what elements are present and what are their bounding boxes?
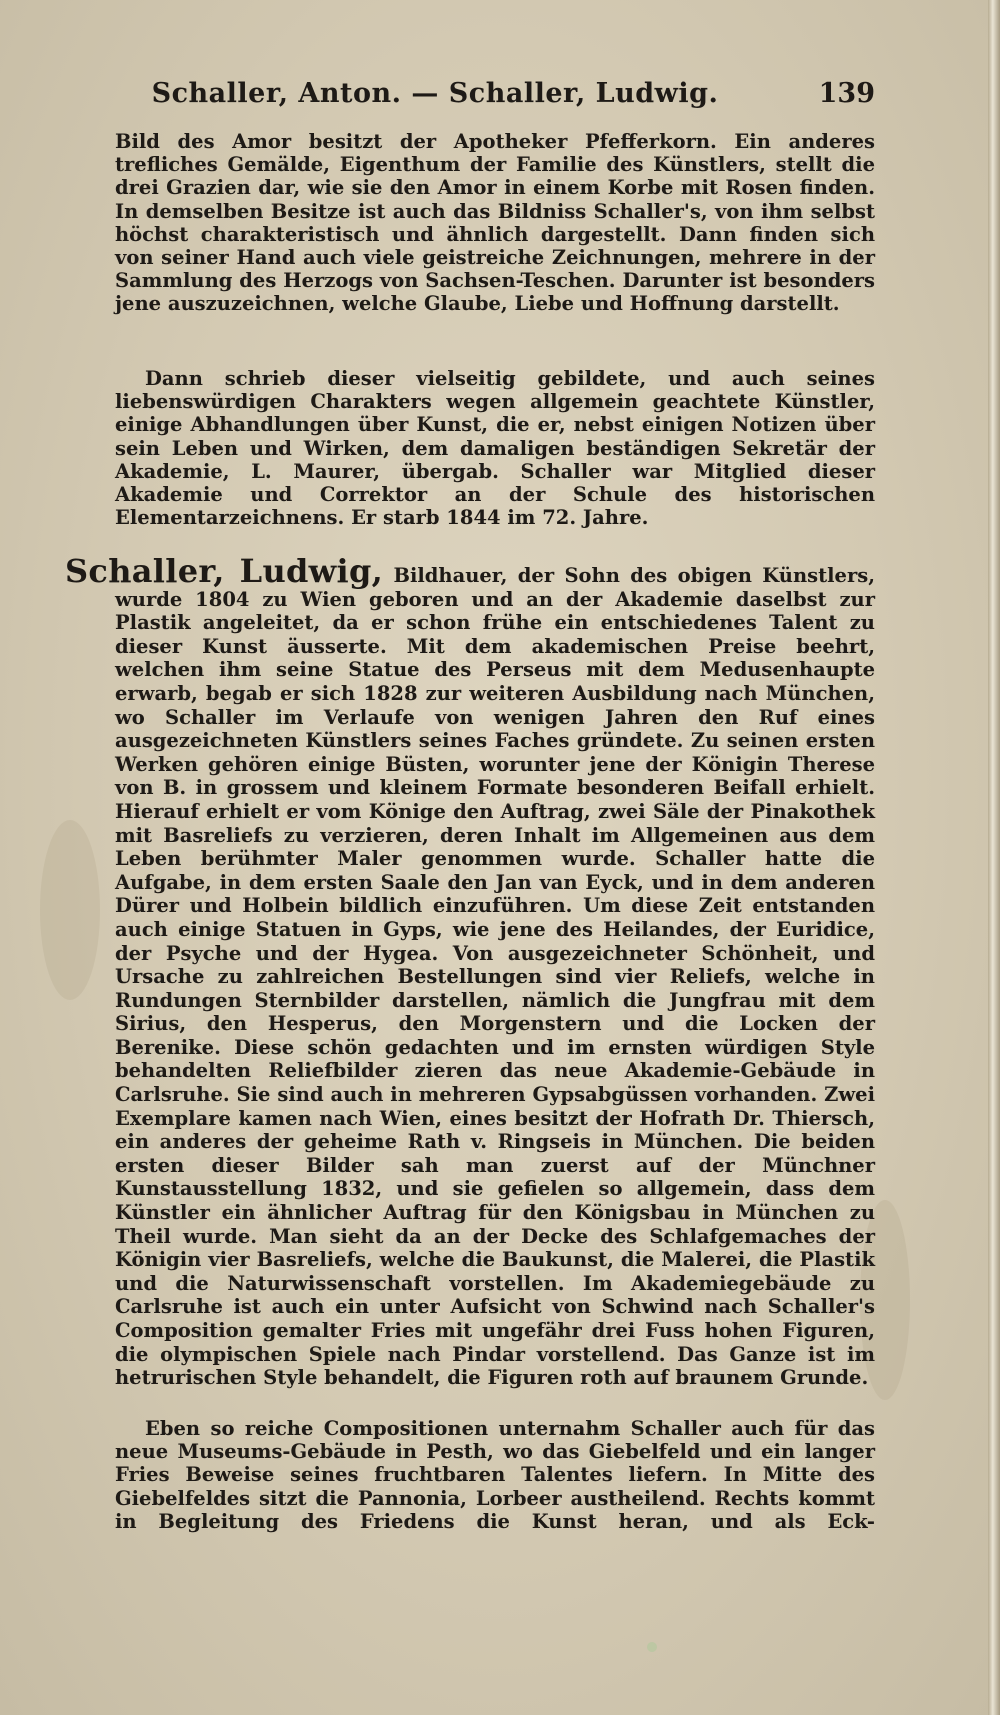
entry-text: Bildhauer, der Sohn des obigen Künstlers, wurde 1804 zu Wien geboren und an der Akademie daselbst zur Plastik angeleitet, da er schon frühe ein entschiedenes Talent zu dieser Kunst äusserte. Mit dem akademischen Preise beehrt, welchen ihm seine Statue des Perseus mit dem Medusenhaupte erwarb, begab er sich 1828 zur weiteren Ausbildung nach München, wo Schaller im Verlaufe von wenigen Jahren den Ruf eines ausgezeichneten Künstlers seines Faches gründete. Zu seinen ersten Werken gehören einige Büsten, worunter jene der Königin Therese von B. in grossem und kleinem Formate besonderen Beifall erhielt. Hierauf erhielt er vom Könige den Auftrag, zwei Säle der Pinakothek mit Basreliefs zu verzieren, deren Inhalt im Allgemeinen aus dem Leben berühmter Maler genommen wurde. Schaller hatte die Aufgabe, in dem ersten Saale den Jan van Eyck, und in dem anderen Dürer und Holbein bildlich einzuführen. Um diese Zeit entstanden auch einige Statuen in Gyps, wie jene des Heilandes, der Euridice, der Psyche und der Hygea. Von ausgezeichneter Schönheit, und Ursache zu zahlreichen Bestellungen sind vier Reliefs, welche in Rundungen Sternbilder darstellen, nämlich die Jungfrau mit dem Sirius, den Hesperus, den Morgenstern und die Locken der Berenike. Diese schön gedachten und im ernsten würdigen Style behandelten Reliefbilder zieren das neue Akademie-Gebäude in Carlsruhe. Sie sind auch in mehreren Gypsabgüssen vorhanden. Zwei Exemplare kamen nach Wien, eines besitzt der Hofrath Dr. Thiersch, ein anderes der geheime Rath v. Ringseis in München. Die beiden ersten dieser Bilder sah man zuerst auf der Münchner Kunstausstellung 1832, und sie gefielen so allgemein, dass dem Künstler ein ähnlicher Auftrag für den Königsbau in München zu Theil wurde. Man sieht da an der Decke des Schlafgemaches der Königin vier Basreliefs, welche die Baukunst, die Malerei, die Plastik und die Naturwissenschaft vorstellen. Im Akademiegebäude zu Carlsruhe ist auch ein unter Aufsicht von Schwind nach Schaller's Composition gemalter Fries mit ungefähr drei Fuss hohen Figuren, die olympischen Spiele nach Pindar vorstellend. Das Ganze ist im hetrurischen Style behandelt, die Figuren roth auf braunem Grunde. (115, 564, 875, 1390)
paragraph-text: Dann schrieb dieser vielseitig gebildete, und auch seines liebenswürdigen Charakters wegen allgemein geachtete Künstler, einige Abhandlungen über Kunst, die er, nebst einigen Notizen über sein Leben und Wirken, dem damaligen beständigen Sekretär der Akademie, L. Maurer, übergab. Schaller war Mitglied dieser Akademie und Correktor an der Schule des historischen Elementarzeichnens. Er starb 1844 im 72. Jahre. (115, 367, 875, 530)
page-header (115, 78, 875, 118)
paragraph-continuation (115, 130, 875, 316)
paragraph-text: Eben so reiche Compositionen unternahm Schaller auch für das neue Museums-Gebäude in Pesth, wo das Giebelfeld und ein langer Fries Beweise seines fruchtbaren Talentes liefern. In Mitte des Giebelfeldes sitzt die Pannonia, Lorbeer austheilend. Rechts kommt in Begleitung des Friedens die Kunst heran, und als Eck- (115, 1417, 875, 1533)
ink-spot (647, 1642, 657, 1652)
page-number: 139 (818, 78, 875, 109)
running-title: Schaller, Anton. — Schaller, Ludwig. (151, 78, 719, 109)
page-edge (988, 0, 1000, 1715)
entry-schaller-ludwig (65, 552, 875, 1390)
paragraph-text: Bild des Amor besitzt der Apotheker Pfefferkorn. Ein anderes trefliches Gemälde, Eigenthum der Familie des Künstlers, stellt die drei Grazien dar, wie sie den Amor in einem Korbe mit Rosen finden. In demselben Besitze ist auch das Bildniss Schaller's, von ihm selbst höchst charakteristisch und ähnlich dargestellt. Dann finden sich von seiner Hand auch viele geistreiche Zeichnungen, mehrere in der Sammlung des Herzogs von Sachsen-Teschen. Darunter ist besonders jene auszuzeichnen, welche Glaube, Liebe und Hoffnung darstellt. (115, 130, 875, 316)
paragraph-pesth-museum (115, 1417, 875, 1533)
entry-body (65, 552, 875, 1390)
paragraph-anton-writings (115, 367, 875, 529)
entry-heading: Schaller, Ludwig, (65, 552, 384, 590)
paper-stain (40, 820, 100, 1000)
